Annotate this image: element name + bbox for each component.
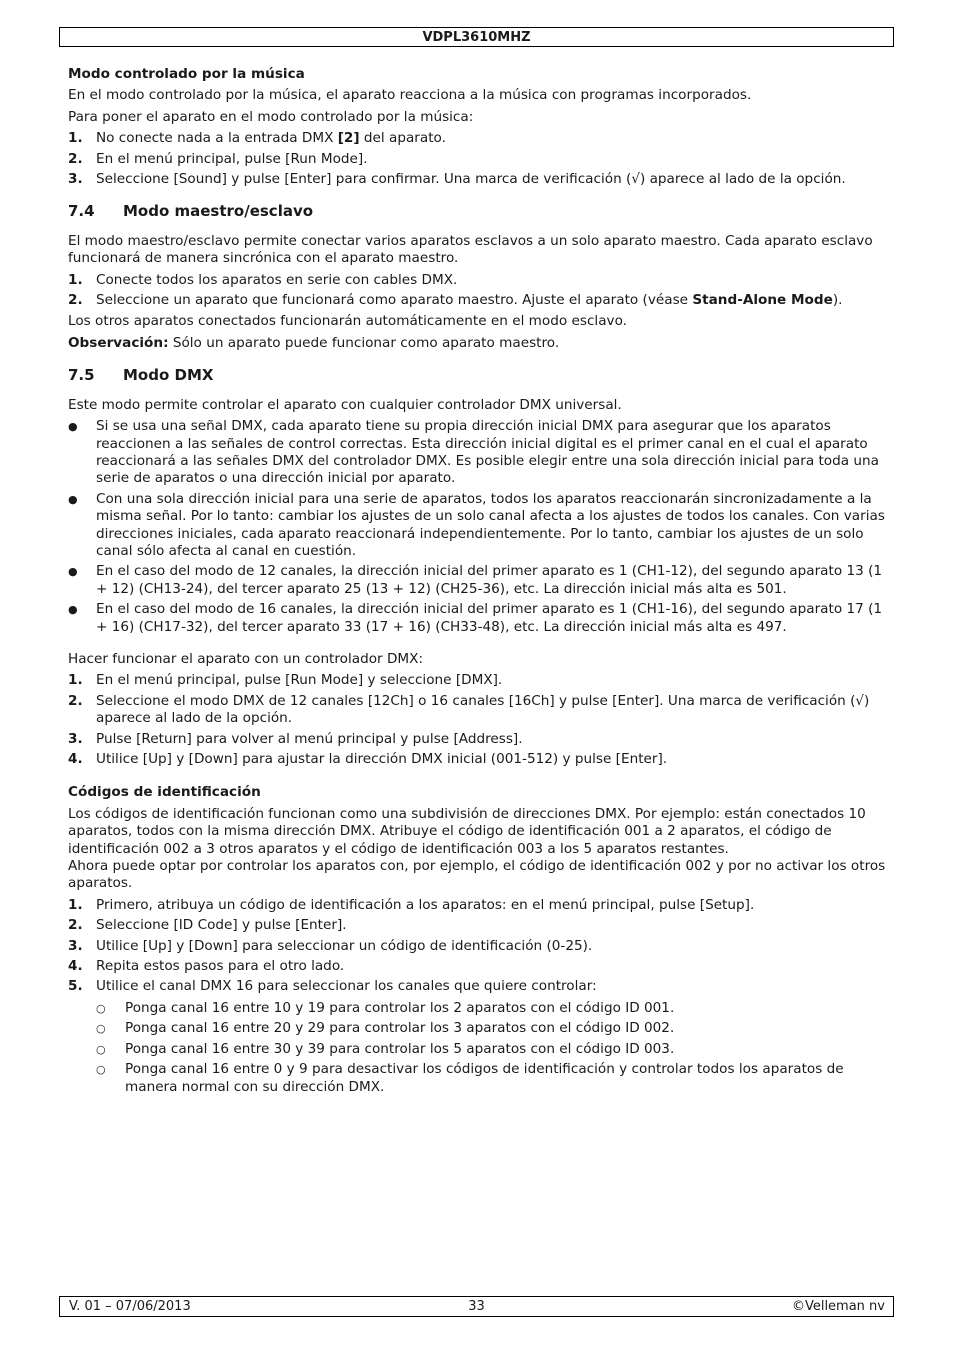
id-codes-heading: Códigos de identificación <box>68 784 261 801</box>
bullet-icon: ● <box>68 492 78 506</box>
list-item: ○ Ponga canal 16 entre 0 y 9 para desactivar los códigos de identificación y controlar todos los aparatos de manera normal con su dirección DMX. <box>96 1061 844 1095</box>
list-item <box>68 672 886 689</box>
step-text: Primero, atribuya un código de identificación a los aparatos: en el menú principal, pulse [Setup]. <box>96 896 755 913</box>
dmx-controller-instruction: Hacer funcionar el aparato con un controlador DMX: <box>68 650 424 667</box>
section-heading-7-5 <box>68 367 886 384</box>
section-number: 7.4 <box>68 202 95 221</box>
list-item <box>68 292 886 309</box>
list-item <box>68 272 886 289</box>
list-item <box>68 693 886 728</box>
circle-bullet-icon: ○ <box>96 1001 106 1015</box>
step-text: Seleccione [ID Code] y pulse [Enter]. <box>96 917 347 934</box>
step-number: 4. <box>68 751 83 767</box>
step-number: 2. <box>68 692 83 709</box>
step-number: 2. <box>68 917 83 934</box>
list-item: ○ Ponga canal 16 entre 30 y 39 para controlar los 5 aparatos con el código ID 003. <box>96 1040 675 1057</box>
step-text: Seleccione el modo DMX de 12 canales [12Ch] o 16 canales [16Ch] y pulse [Enter]. Una marca de verificación (√) aparece al lado de la opción. <box>96 692 870 727</box>
step-number: 5. <box>68 978 83 995</box>
step-number: 2. <box>68 150 83 167</box>
id-codes-steps <box>68 897 886 996</box>
step-number: 1. <box>68 271 83 288</box>
version-date: V. 01 – 07/06/2013 <box>69 1299 191 1314</box>
copyright: ©Velleman nv <box>791 1299 885 1314</box>
circle-bullet-icon: ○ <box>96 1042 106 1056</box>
dmx-intro: Este modo permite controlar el aparato con cualquier controlador DMX universal. <box>68 396 622 413</box>
music-mode-heading: Modo controlado por la música <box>68 66 305 82</box>
section-title: Modo maestro/esclavo <box>123 202 314 221</box>
page-number: 33 <box>468 1299 485 1314</box>
list-item <box>68 151 886 168</box>
circle-bullet-icon: ○ <box>96 1022 106 1036</box>
step-text: En el menú principal, pulse [Run Mode]. <box>96 150 368 167</box>
music-mode-steps <box>68 130 886 188</box>
step-number: 2. <box>68 292 83 309</box>
dmx-steps <box>68 672 886 768</box>
step-text: No conecte nada a la entrada DMX [2] del aparato. <box>96 130 446 147</box>
step-text: Pulse [Return] para volver al menú principal y pulse [Address]. <box>96 730 523 747</box>
list-item <box>68 731 886 748</box>
master-slave-steps <box>68 272 886 310</box>
step-number: 1. <box>68 672 83 689</box>
observation: Observación: Sólo un aparato puede funcionar como aparato maestro. <box>68 334 560 351</box>
list-item: ○ Ponga canal 16 entre 20 y 29 para controlar los 3 aparatos con el código ID 002. <box>96 1020 675 1037</box>
step-number: 4. <box>68 958 83 975</box>
step-text: Utilice el canal DMX 16 para seleccionar los canales que quiere controlar: <box>96 978 597 995</box>
section-heading-7-4 <box>68 203 886 220</box>
master-slave-intro: El modo maestro/esclavo permite conectar varios aparatos esclavos a un solo aparato maestro. Cada aparato esclavo funcionará de manera sincrónica con el aparato maestro. <box>68 232 873 267</box>
list-item <box>68 958 886 975</box>
step-text: Utilice [Up] y [Down] para seleccionar un código de identificación (0-25). <box>96 937 593 954</box>
bullet-icon: ● <box>68 420 78 434</box>
step-text: Repita estos pasos para el otro lado. <box>96 958 345 975</box>
master-slave-note: Los otros aparatos conectados funcionarán automáticamente en el modo esclavo. <box>68 313 627 330</box>
step-number: 1. <box>68 130 83 147</box>
section-title: Modo DMX <box>123 366 214 385</box>
list-item <box>68 978 886 995</box>
list-item <box>68 917 886 934</box>
step-number: 3. <box>68 937 83 954</box>
step-text: Seleccione un aparato que funcionará como aparato maestro. Ajuste el aparato (véase Stand-Alone Mode). <box>96 292 843 309</box>
dmx-bullets <box>68 418 886 636</box>
music-mode-instruction: Para poner el aparato en el modo controlado por la música: <box>68 108 474 125</box>
circle-bullet-icon: ○ <box>96 1063 106 1077</box>
step-number: 3. <box>68 171 83 188</box>
step-text: Conecte todos los aparatos en serie con cables DMX. <box>96 271 458 288</box>
bullet-icon: ● <box>68 565 78 579</box>
list-item <box>68 897 886 914</box>
step-text: En el menú principal, pulse [Run Mode] y seleccione [DMX]. <box>96 672 503 689</box>
list-item <box>68 751 886 768</box>
step-text: Seleccione [Sound] y pulse [Enter] para confirmar. Una marca de verificación (√) aparece al lado de la opción. <box>96 171 846 188</box>
page-header <box>59 27 894 47</box>
page-content <box>68 66 886 1099</box>
section-number: 7.5 <box>68 366 95 385</box>
music-mode-intro: En el modo controlado por la música, el aparato reacciona a la música con programas incorporados. <box>68 87 752 104</box>
list-item: ○ Ponga canal 16 entre 10 y 19 para controlar los 2 aparatos con el código ID 001. <box>96 999 675 1016</box>
step-number: 1. <box>68 896 83 913</box>
list-item: ● En el caso del modo de 16 canales, la dirección inicial del primer aparato es 1 (CH1-16), del segundo aparato 17 (1 + 16) (CH17-32), del tercer aparato 33 (17 + 16) (CH33-48), etc. La dirección inicial más alta es 497. <box>68 601 883 635</box>
bullet-icon: ● <box>68 603 78 617</box>
page-footer <box>59 1296 894 1317</box>
list-item: ● En el caso del modo de 12 canales, la dirección inicial del primer aparato es 1 (CH1-12), del segundo aparato 13 (1 + 12) (CH13-24), del tercer aparato 25 (13 + 12) (CH25-36), etc. La dirección inicial más alta es 501. <box>68 563 883 597</box>
model-name: VDPL3610MHZ <box>422 30 531 45</box>
step-number: 3. <box>68 730 83 747</box>
id-codes-intro: Los códigos de identificación funcionan como una subdivisión de direcciones DMX. Por ejemplo: están conectados 10 aparatos, todos con la misma dirección DMX. Atribuye el código de identificación 001 a 2 aparatos, el código de identificación 002 a 3 otros aparatos y el código de identificación 003 a los 5 aparatos restantes. <box>68 805 866 857</box>
step-text: Utilice [Up] y [Down] para ajustar la dirección DMX inicial (001-512) y pulse [Enter]. <box>96 751 668 767</box>
list-item <box>68 938 886 955</box>
list-item: ● Si se usa una señal DMX, cada aparato tiene su propia dirección inicial DMX para asegurar que los aparatos reaccionen a las señales de control correctas. Esta dirección inicial digital es el primer canal en el cual el aparato reaccionará a las señales DMX del controlador DMX. Es posible elegir entre una sola dirección inicial para toda una serie de aparatos o una dirección inicial por aparato. <box>68 418 879 487</box>
list-item <box>68 130 886 147</box>
list-item: ● Con una sola dirección inicial para una serie de aparatos, todos los aparatos reaccionarán sincronizadamente a la misma señal. Por lo tanto: cambiar los ajustes de un solo canal afecta a los ajustes de todos los canales. Con varias direcciones iniciales, cada aparato reaccionará independientemente. Por lo tanto, cambiar los ajustes de un solo canal sólo afecta al canal en cuestión. <box>68 490 885 559</box>
id-codes-option: Ahora puede optar por controlar los aparatos con, por ejemplo, el código de identificación 002 y por no activar los otros aparatos. <box>68 858 886 892</box>
list-item <box>68 171 886 188</box>
id-codes-sublist <box>68 1000 886 1096</box>
